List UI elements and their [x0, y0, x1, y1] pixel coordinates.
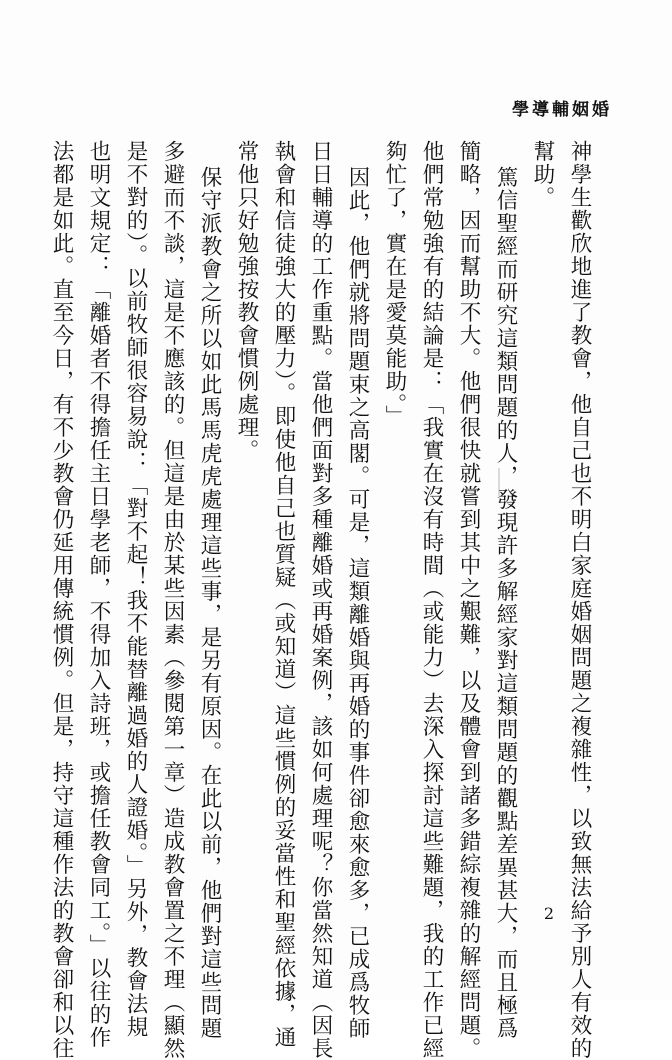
- text-column: 篤信聖經而研究這類問題的人，發現許多解經家對這類問題的觀點差異甚大，而且極爲: [493, 165, 518, 1040]
- vertical-text-block: [43, 140, 598, 1060]
- text-column: 常他只好勉強按教會慣例處理。: [234, 140, 259, 462]
- text-column: 執會和信徒強大的壓力）。即使他自己也質疑（或知道）這些慣例的妥當性和聖經依據，通: [271, 140, 296, 1050]
- text-column: 多避而不談，這是不應該的。但這是由於某些因素（參閱第一章）造成教會置之不理（顯然: [160, 140, 185, 1060]
- text-column: 保守派教會之所以如此馬馬虎虎處理這些事，是另有原因。在此以前，他們對這些問題: [197, 165, 222, 1040]
- running-head-title: 學導輔姻婚: [512, 100, 612, 120]
- text-column: 日日輔導的工作重點。當他們面對多種離婚或再婚案例，該如何處理呢？你當然知道（因長: [308, 140, 333, 1060]
- text-column: 簡略，因而幫助不大。他們很快就嘗到其中之艱難，以及體會到諸多錯綜複雜的解經問題。: [456, 140, 481, 1060]
- text-column: 是不對的）。以前牧師很容易說：「對不起！我不能替離過婚的人證婚。」另外，教會法規: [123, 140, 148, 1039]
- page-number: 2: [543, 904, 554, 923]
- text-column: 神學生歡欣地進了教會，他自己也不明白家庭婚姻問題之複雜性，以致無法給予別人有效的: [567, 140, 592, 1060]
- text-column: 他們常勉強有的結論是：「我實在沒有時間（或能力）去深入探討這些難題，我的工作已經: [419, 140, 444, 1060]
- text-column: 法都是如此。直至今日，有不少教會仍延用傳統慣例。但是，持守這種作法的教會卻和以往: [49, 140, 74, 1060]
- text-column: 因此，他們就將問題束之高閣。可是，這類離婚與再婚的事件卻愈來愈多，已成爲牧師: [345, 165, 370, 1040]
- text-column: 幫助。: [530, 140, 555, 209]
- text-column: 也明文規定：「離婚者不得擔任主日學老師，不得加入詩班，或擔任教會同工。」以往的作: [86, 140, 111, 1050]
- text-column: 夠忙了，實在是愛莫能助。」: [382, 140, 407, 429]
